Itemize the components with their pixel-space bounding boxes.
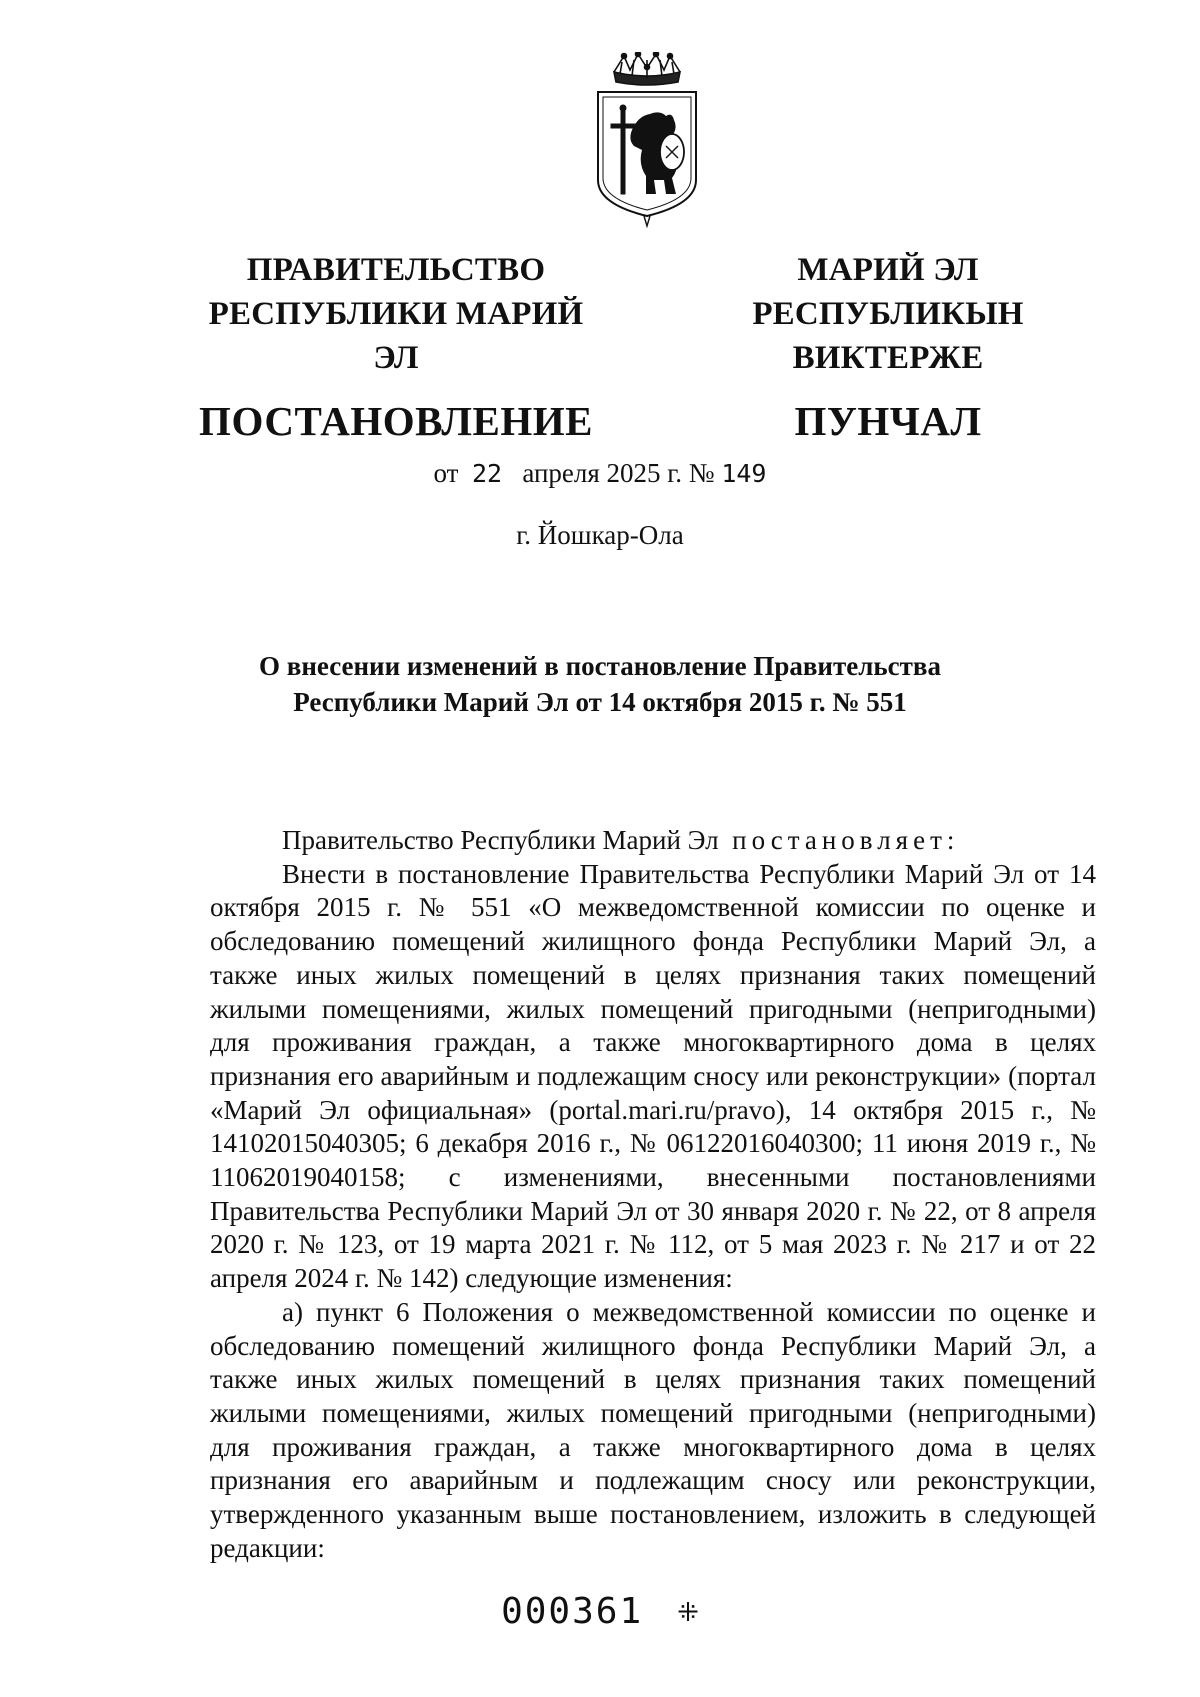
header-left-doc-type: ПОСТАНОВЛЕНИЕ — [199, 398, 593, 444]
date-prefix: от — [433, 458, 459, 488]
document-number: 149 — [721, 459, 767, 488]
date-month-year: апреля 2025 г. № — [522, 458, 715, 488]
paragraph-item-a: а) пункт 6 Положения о межведомственной комиссии по оценке и обследованию помещений жилищного фонда Республики Марий Эл, а также иных жилых помещений в целях признания таких помещений жилыми помещениями, жилых помещений пригодными (непригодными) для проживания граждан, а также многоквартирного дома в целях признания его аварийным и подлежащим сносу или реконструкции, утвержденного указанным выше постановлением, изложить в следующей редакции: — [210, 1296, 1096, 1563]
serial-number — [0, 1590, 1200, 1635]
header-right-line2: ВИКТЕРЖЕ — [792, 340, 984, 376]
document-title-line2: Республики Марий Эл от 14 октября 2015 г. № 551 — [293, 687, 907, 717]
date-line — [0, 456, 1200, 491]
document-title-line1: О внесении изменений в постановление Правительства — [259, 651, 941, 681]
header-left — [186, 248, 606, 446]
city: г. Йошкар-Ола — [516, 520, 684, 550]
document-body — [210, 824, 1096, 1565]
header-left-line2: РЕСПУБЛИКИ МАРИЙ ЭЛ — [208, 296, 584, 376]
header-right-line1: МАРИЙ ЭЛ РЕСПУБЛИКЫН — [752, 252, 1024, 332]
serial-mark-icon: ⁜ — [677, 1598, 699, 1628]
serial-number-value: 000361 — [501, 1591, 644, 1632]
paragraph-main: Внести в постановление Правительства Республики Марий Эл от 14 октября 2015 г. № 551 «О межведомственной комиссии по оценке и обследованию помещений жилищного фонда Республики Марий Эл, а также иных жилых помещений в целях признания таких помещений жилыми помещениями, жилых помещений пригодными (непригодными) для проживания граждан, а также многоквартирного дома в целях признания его аварийным и подлежащим сносу или реконструкции» (портал «Марий Эл официальная» (portal.mari.ru/pravo), 14 октября 2015 г., № 14102015040305; 6 декабря 2016 г., № 06122016040300; 11 июня 2019 г., № 11062019040158; с изменениями, внесенными постановлениями Правительства Республики Марий Эл от 30 января 2020 г. № 22, от 8 апреля 2020 г. № 123, от 19 марта 2021 г. № 112, от 5 мая 2023 г. № 217 и от 22 апреля 2024 г. № 142) следующие изменения: — [210, 858, 1096, 1294]
header-right-doc-type: ПУНЧАЛ — [794, 398, 982, 444]
preamble-spaced-verb: постановляет: — [732, 825, 960, 855]
paragraph-preamble — [210, 824, 1096, 858]
date-day: 22 — [471, 459, 503, 488]
header-left-line1: ПРАВИТЕЛЬСТВО — [246, 252, 546, 288]
document-title — [150, 648, 1050, 720]
coat-of-arms-icon — [592, 52, 702, 228]
header-right — [668, 248, 1108, 446]
preamble-text: Правительство Республики Марий Эл — [282, 825, 719, 855]
